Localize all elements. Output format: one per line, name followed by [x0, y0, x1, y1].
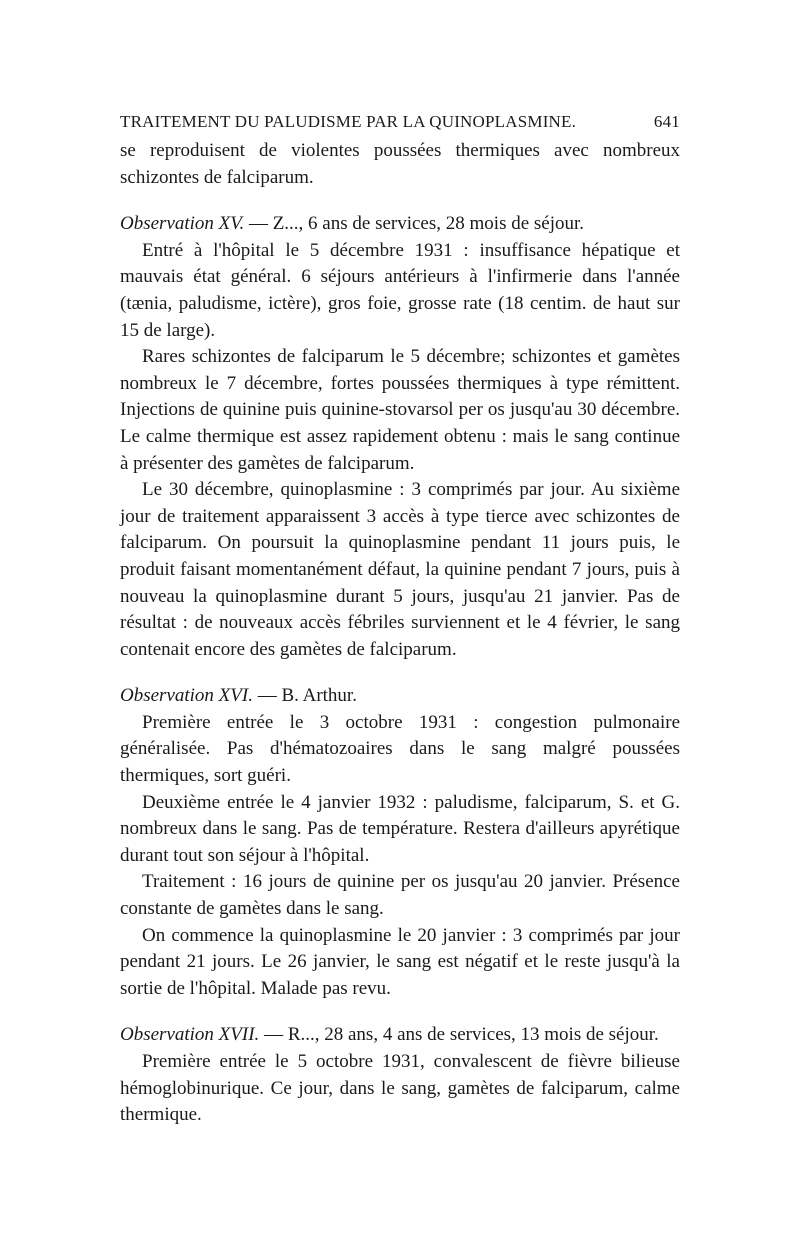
observation-paragraph: Traitement : 16 jours de quinine per os jusqu'au 20 janvier. Présence constante de gamètes dans le sang. — [120, 871, 680, 920]
observation-label: Observation XVII. — [120, 1024, 260, 1046]
observation-heading — [120, 1022, 680, 1049]
observation-xvii — [120, 1022, 680, 1128]
observation-head-text: — R..., 28 ans, 4 ans de services, 13 mois de séjour. — [259, 1024, 659, 1046]
observation-xvi — [120, 683, 680, 1002]
observation-paragraph: On commence la quinoplasmine le 20 janvier : 3 comprimés par jour pendant 21 jours. Le 26 janvier, le sang est négatif et le reste jusqu'à la sortie de l'hôpital. Malade pas revu. — [120, 924, 680, 999]
observation-paragraph: Deuxième entrée le 4 janvier 1932 : paludisme, falciparum, S. et G. nombreux dans le sang. Pas de température. Restera d'ailleurs apyrétique durant tout son séjour à l'hôpital. — [120, 791, 680, 866]
document-page — [120, 112, 680, 1129]
observation-paragraph: Entré à l'hôpital le 5 décembre 1931 : insuffisance hépatique et mauvais état général. 6 séjours antérieurs à l'infirmerie dans l'année (tænia, paludisme, ictère), gros foie, grosse rate (18 centim. de haut sur 15 de large). — [120, 239, 680, 341]
observation-label: Observation XVI. — [120, 685, 253, 707]
observation-head-text: — Z..., 6 ans de services, 28 mois de séjour. — [244, 213, 585, 235]
running-title: TRAITEMENT DU PALUDISME PAR LA QUINOPLASMINE. — [120, 112, 577, 131]
observation-label: Observation XV. — [120, 213, 245, 235]
running-header — [120, 112, 680, 132]
observation-paragraph: Première entrée le 3 octobre 1931 : congestion pulmonaire généralisée. Pas d'hématozoaires dans le sang malgré poussées thermiques, sort guéri. — [120, 711, 680, 787]
observation-paragraph: Le 30 décembre, quinoplasmine : 3 comprimés par jour. Au sixième jour de traitement apparaissent 3 accès à type tierce avec schizontes de falciparum. On poursuit la quinoplasmine pendant 11 jours puis, le produit faisant momentanément défaut, la quinine pendant 7 jours, puis à nouveau la quinoplasmine durant 5 jours, jusqu'au 21 janvier. Pas de résultat : de nouveaux accès fébriles surviennent et le 4 février, le sang contenait encore des gamètes de falciparum. — [120, 479, 680, 660]
intro-paragraph: se reproduisent de violentes poussées thermiques avec nombreux schizontes de falciparum. — [120, 140, 680, 188]
observation-head-text: — B. Arthur. — [252, 685, 357, 707]
observation-heading — [120, 211, 680, 238]
observation-paragraph: Première entrée le 5 octobre 1931, convalescent de fièvre bilieuse hémoglobinurique. Ce jour, dans le sang, gamètes de falciparum, calme thermique. — [120, 1051, 680, 1126]
observation-paragraph: Rares schizontes de falciparum le 5 décembre; schizontes et gamètes nombreux le 7 décembre, fortes poussées thermiques à type rémittent. Injections de quinine puis quinine-stovarsol per os jusqu'au 30 décembre. Le calme thermique est assez rapidement obtenu : mais le sang continue à présenter des gamètes de falciparum. — [120, 346, 680, 474]
observation-heading — [120, 683, 680, 710]
page-number: 641 — [653, 112, 680, 131]
observation-xv — [120, 211, 680, 663]
